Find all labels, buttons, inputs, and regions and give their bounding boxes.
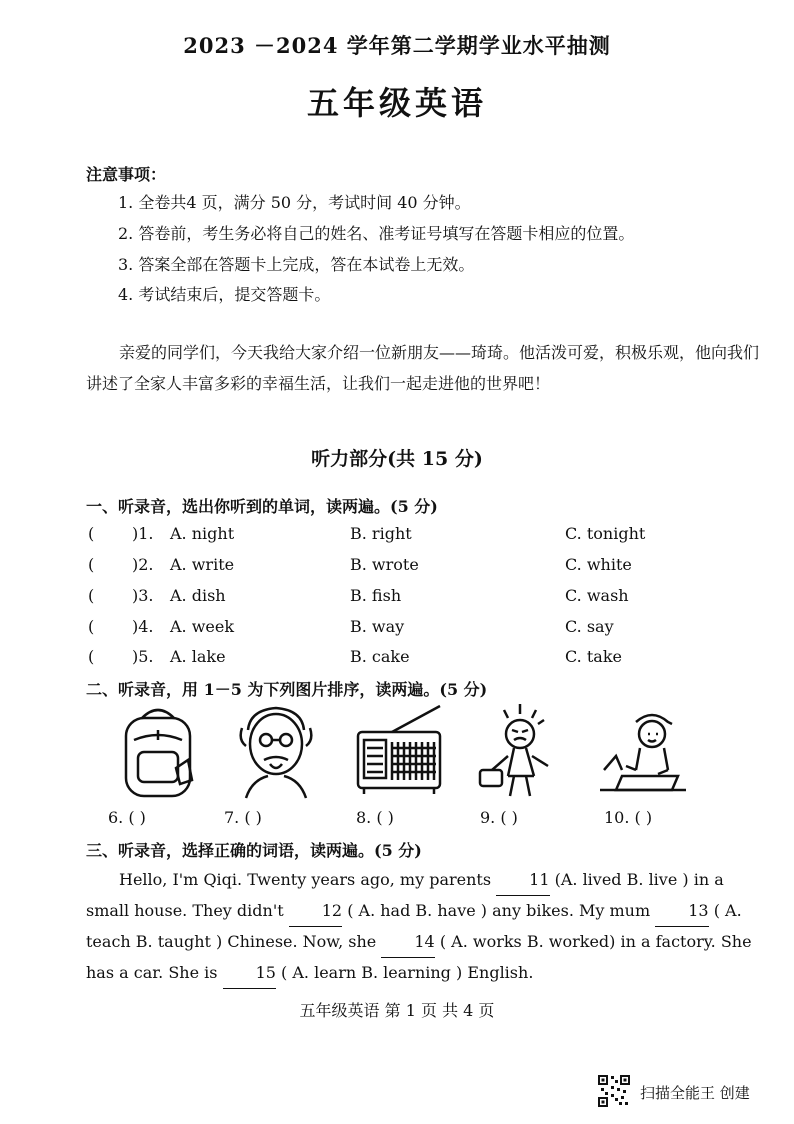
picture-label[interactable]: 8. ( ) <box>356 808 394 827</box>
option-b: B. way <box>350 617 405 636</box>
blank-15[interactable]: 15 <box>223 958 276 989</box>
radio-picture <box>352 700 444 800</box>
notice-heading: 注意事项： <box>86 165 167 184</box>
picture-label[interactable]: 7. ( ) <box>224 808 262 827</box>
option-b: B. wrote <box>350 555 419 574</box>
blank-12[interactable]: 12 <box>289 896 342 927</box>
option-c: C. white <box>565 555 632 574</box>
option-a: A. week <box>170 617 235 636</box>
old-man-picture <box>230 700 322 800</box>
exam-title: 2023 －2024 学年第二学期学业水平抽测 <box>183 33 611 58</box>
blank-11[interactable]: 11 <box>496 865 549 896</box>
passage-text: (A. lived B. live ) in a small house. They didn't <box>86 870 724 920</box>
question-number: )4. <box>132 617 154 636</box>
option-c: C. take <box>565 647 622 666</box>
notice-item: 3. 答案全部在答题卡上完成，答在本试卷上无效。 <box>118 255 475 274</box>
cloze-passage <box>86 865 766 989</box>
answer-paren[interactable]: ( <box>88 617 95 636</box>
picture-strip <box>96 700 716 800</box>
picture-label[interactable]: 10. ( ) <box>604 808 653 827</box>
question-row <box>86 555 766 581</box>
notice-item: 4. 考试结束后，提交答题卡。 <box>118 285 331 304</box>
option-a: A. write <box>170 555 235 574</box>
option-b: B. fish <box>350 586 402 605</box>
option-c: C. say <box>565 617 614 636</box>
intro-paragraph: 亲爱的同学们，今天我给大家介绍一位新朋友——琦琦。他活泼可爱，积极乐观，他向我们讲述了全家人丰富多彩的幸福生活，让我们一起走进他的世界吧！ <box>86 343 760 393</box>
qr-code-icon <box>597 1074 631 1108</box>
option-b: B. right <box>350 524 412 543</box>
option-a: A. night <box>170 524 235 543</box>
part1-heading: 一、听录音，选出你听到的单词，读两遍。(5 分) <box>86 497 438 516</box>
page-footer: 五年级英语 第 1 页 共 4 页 <box>299 1001 495 1020</box>
notice-item: 2. 答卷前，考生务必将自己的姓名、准考证号填写在答题卡相应的位置。 <box>118 224 635 243</box>
part2-heading: 二、听录音，用 1－5 为下列图片排序，读两遍。(5 分) <box>86 680 488 699</box>
notice-item: 1. 全卷共4 页，满分 50 分，考试时间 40 分钟。 <box>118 193 471 212</box>
option-c: C. wash <box>565 586 629 605</box>
picture-label[interactable]: 9. ( ) <box>480 808 518 827</box>
question-row <box>86 524 766 550</box>
question-row <box>86 617 766 643</box>
answer-paren[interactable]: ( <box>88 586 95 605</box>
question-number: )2. <box>132 555 154 574</box>
answer-paren[interactable]: ( <box>88 524 95 543</box>
passage-text: ( A. works B. worked) in a factory. She has a car. She is <box>86 932 752 982</box>
blank-13[interactable]: 13 <box>655 896 708 927</box>
option-a: A. dish <box>170 586 226 605</box>
passage-text: ( A. had B. have ) any bikes. My mum <box>347 901 651 920</box>
question-number: )5. <box>132 647 154 666</box>
answer-paren[interactable]: ( <box>88 647 95 666</box>
answer-paren[interactable]: ( <box>88 555 95 574</box>
option-b: B. cake <box>350 647 410 666</box>
boy-reading-picture <box>596 700 688 800</box>
option-a: A. lake <box>170 647 226 666</box>
option-c: C. tonight <box>565 524 646 543</box>
tired-kid-picture <box>474 700 566 800</box>
question-number: )1. <box>132 524 154 543</box>
scanner-watermark: 扫描全能王 创建 <box>640 1084 750 1102</box>
exam-subject: 五年级英语 <box>306 84 487 122</box>
question-number: )3. <box>132 586 154 605</box>
part3-heading: 三、听录音，选择正确的词语，读两遍。(5 分) <box>86 841 422 860</box>
passage-text: ( A. teach B. taught ) Chinese. Now, she <box>86 901 742 951</box>
blank-14[interactable]: 14 <box>381 927 434 958</box>
picture-label[interactable]: 6. ( ) <box>108 808 146 827</box>
passage-text: Hello, I'm Qiqi. Twenty years ago, my parents <box>119 870 492 889</box>
passage-text: ( A. learn B. learning ) English. <box>281 963 534 982</box>
question-row <box>86 647 766 673</box>
backpack-picture <box>112 700 204 800</box>
question-row <box>86 586 766 612</box>
listening-section-title: 听力部分(共 15 分) <box>311 448 483 470</box>
